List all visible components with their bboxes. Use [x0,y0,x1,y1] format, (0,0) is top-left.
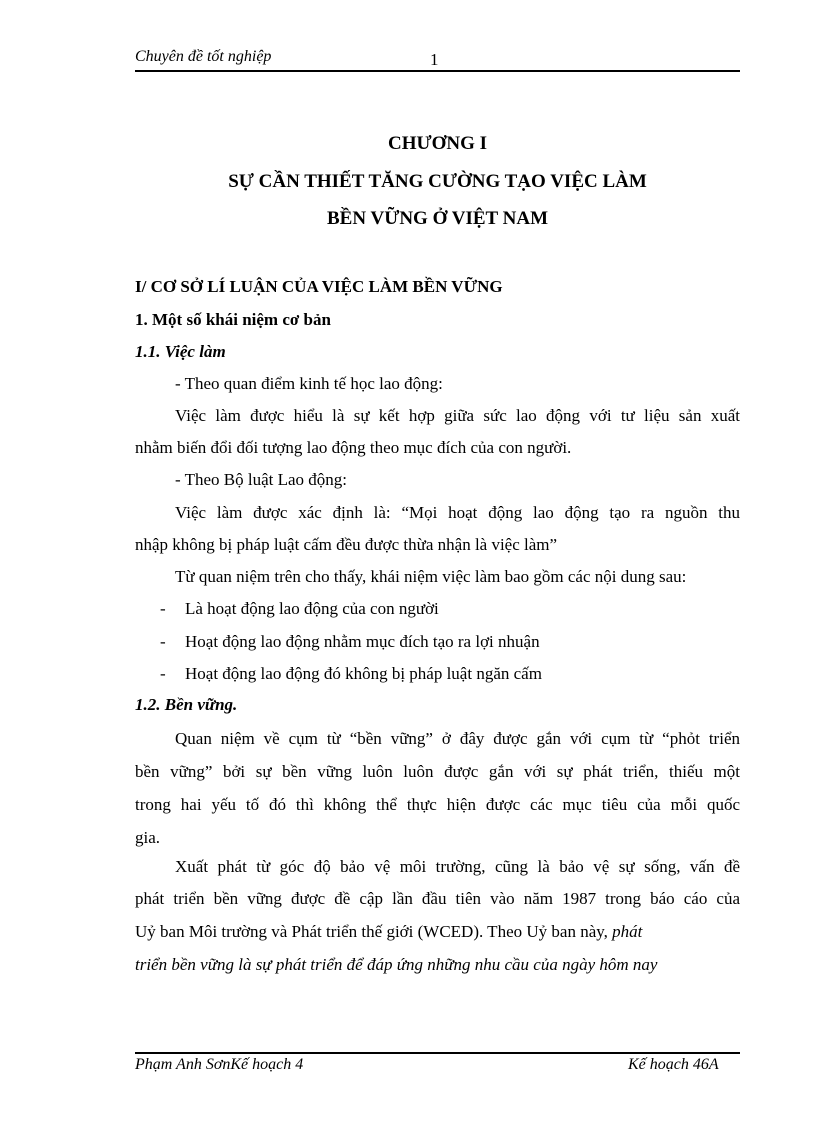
list-item: Hoạt động lao động nhằm mục đích tạo ra lợi nhuận [185,632,540,651]
subsub-heading-1-2: 1.2. Bền vững. [135,695,238,714]
italic-text: phát [612,922,643,941]
chapter-title-line-2: BỀN VỮNG Ở VIỆT NAM [327,208,548,229]
paragraph-line: Việc làm được xác định là: “Mọi hoạt động lao động tạo ra nguồn thu [175,503,740,522]
paragraph-line: - Theo Bộ luật Lao động: [175,470,348,489]
paragraph-line: nhằm biến đổi đối tượng lao động theo mục đích của con người. [135,438,572,457]
paragraph-line: trong hai yếu tố đó thì không thể thực hiện được các mục tiêu của mỗi quốc [135,795,740,814]
list-item: Hoạt động lao động đó không bị pháp luật ngăn cấm [185,664,542,683]
bullet-dash: - [160,632,166,651]
paragraph-line: Việc làm được hiểu là sự kết hợp giữa sức lao động với tư liệu sản xuất [175,406,740,425]
header-title: Chuyên đề tốt nghiệp [135,48,272,65]
footer-author: Phạm Anh SơnKế hoạch 4 [135,1056,304,1073]
header-rule [135,70,740,72]
page-number: 1 [430,50,439,69]
paragraph-line: Quan niệm về cụm từ “bền vững” ở đây được gắn với cụm từ “phỏt triển [175,729,740,748]
subsection-heading: 1. Một số khái niệm cơ bản [135,310,331,329]
chapter-number: CHƯƠNG I [387,133,488,154]
paragraph-line: gia. [135,828,161,847]
paragraph-line: bền vững” bởi sự bền vững luôn luôn được gắn với sự phát triển, thiếu một [135,762,740,781]
paragraph-line: phát triển bền vững được đề cập lần đầu tiên vào năm 1987 trong báo cáo của [135,889,740,908]
paragraph-line: - Theo quan điểm kinh tế học lao động: [175,374,443,393]
paragraph-line-italic: triển bền vững là sự phát triển để đáp ứng những nhu cầu của ngày hôm nay [135,955,658,974]
list-item: Là hoạt động lao động của con người [185,599,439,618]
footer-rule [135,1052,740,1054]
paragraph-line [135,922,642,942]
bullet-dash: - [160,599,166,618]
subsub-heading-1-1: 1.1. Việc làm [135,342,226,361]
chapter-title-line-1: SỰ CẦN THIẾT TĂNG CƯỜNG TẠO VIỆC LÀM [228,171,647,192]
section-heading: I/ CƠ SỞ LÍ LUẬN CỦA VIỆC LÀM BỀN VỮNG [135,277,503,296]
paragraph-line: Xuất phát từ góc độ bảo vệ môi trường, cũng là bảo vệ sự sống, vấn đề [175,857,740,876]
bullet-dash: - [160,664,166,683]
paragraph-line: Từ quan niệm trên cho thấy, khái niệm việc làm bao gồm các nội dung sau: [175,567,687,586]
footer-class: Kế hoạch 46A [628,1056,719,1073]
paragraph-text: Uỷ ban Môi trường và Phát triển thế giới (WCED). Theo Uỷ ban này, [135,922,608,941]
paragraph-line: nhập không bị pháp luật cấm đều được thừa nhận là việc làm” [135,535,558,554]
